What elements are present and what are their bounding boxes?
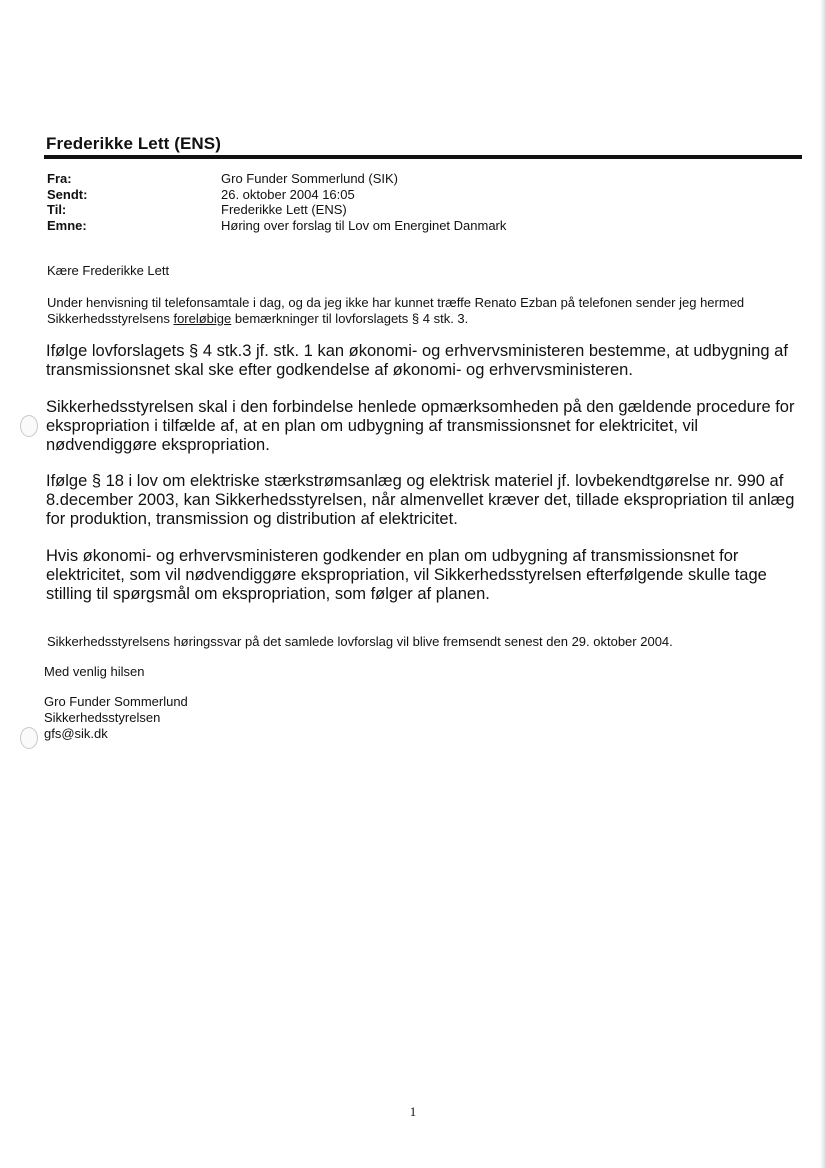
to-value: Frederikke Lett (ENS)	[221, 202, 347, 217]
sender-title: Frederikke Lett (ENS)	[46, 134, 221, 153]
from-value: Gro Funder Sommerlund (SIK)	[221, 171, 399, 186]
body-paragraph-1: Ifølge lovforslagets § 4 stk.3 jf. stk. 1 kan økonomi- og erhvervsministeren bestemme, at udbygning af transmissionsnet skal ske efter godkendelse af økonomi- og erhvervsministeren.	[46, 342, 788, 379]
sign-off: Med venlig hilsen	[44, 664, 145, 679]
page-number: 1	[409, 1104, 417, 1119]
email-header	[47, 171, 747, 233]
header-row-subject	[47, 218, 747, 234]
from-label: Fra:	[47, 171, 72, 186]
to-label: Til:	[47, 202, 67, 217]
body-paragraph-3: Ifølge § 18 i lov om elektriske stærkstrømsanlæg og elektrisk materiel jf. lovbekendtgørelse nr. 990 af 8.december 2003, kan Sikkerhedsstyrelsen, når almenvellet kræver det, tillade ekspropriation til anlæg for produktion, transmission og distribution af elektricitet.	[46, 472, 795, 528]
intro-paragraph	[47, 295, 807, 327]
signature-organization: Sikkerhedsstyrelsen	[44, 710, 161, 725]
subject-value: Høring over forslag til Lov om Energinet Danmark	[221, 217, 507, 233]
sent-label: Sendt:	[47, 186, 88, 202]
intro-text-before: Under henvisning til telefonsamtale i dag, og da jeg ikke har kunnet træffe Renato Ezban på telefonen sender jeg hermed Sikkerhedsstyrelsens	[47, 295, 745, 326]
punch-hole-mark	[20, 415, 38, 437]
intro-text-after: bemærkninger til lovforslagets § 4 stk. 3.	[231, 311, 469, 326]
signature-email: gfs@sik.dk	[44, 726, 108, 741]
title-divider	[44, 155, 802, 159]
signature-name: Gro Funder Sommerlund	[44, 694, 188, 709]
header-row-from	[47, 171, 747, 187]
subject-label: Emne:	[47, 217, 87, 233]
punch-hole-mark	[20, 727, 38, 749]
header-row-to	[47, 202, 747, 218]
signature-block	[44, 694, 188, 742]
scan-edge-shadow	[820, 0, 826, 1168]
header-row-sent	[47, 187, 747, 203]
intro-underlined-word: foreløbige	[173, 311, 232, 326]
closing-note: Sikkerhedsstyrelsens høringssvar på det samlede lovforslag vil blive fremsendt senest den 29. oktober 2004.	[47, 634, 673, 649]
body-paragraph-4: Hvis økonomi- og erhvervsministeren godkender en plan om udbygning af transmissionsnet for elektricitet, som vil nødvendiggøre ekspropriation, vil Sikkerhedsstyrelsen efterfølgende skulle tage stilling til spørgsmål om ekspropriation, som følger af planen.	[46, 547, 767, 603]
greeting: Kære Frederikke Lett	[47, 263, 170, 278]
sent-value: 26. oktober 2004 16:05	[221, 186, 355, 202]
body-paragraph-2: Sikkerhedsstyrelsen skal i den forbindelse henlede opmærksomheden på den gældende procedure for ekspropriation i tilfælde af, at en plan om udbygning af transmissionsnet for elektricitet, vil nødvendiggøre ekspropriation.	[46, 398, 795, 454]
